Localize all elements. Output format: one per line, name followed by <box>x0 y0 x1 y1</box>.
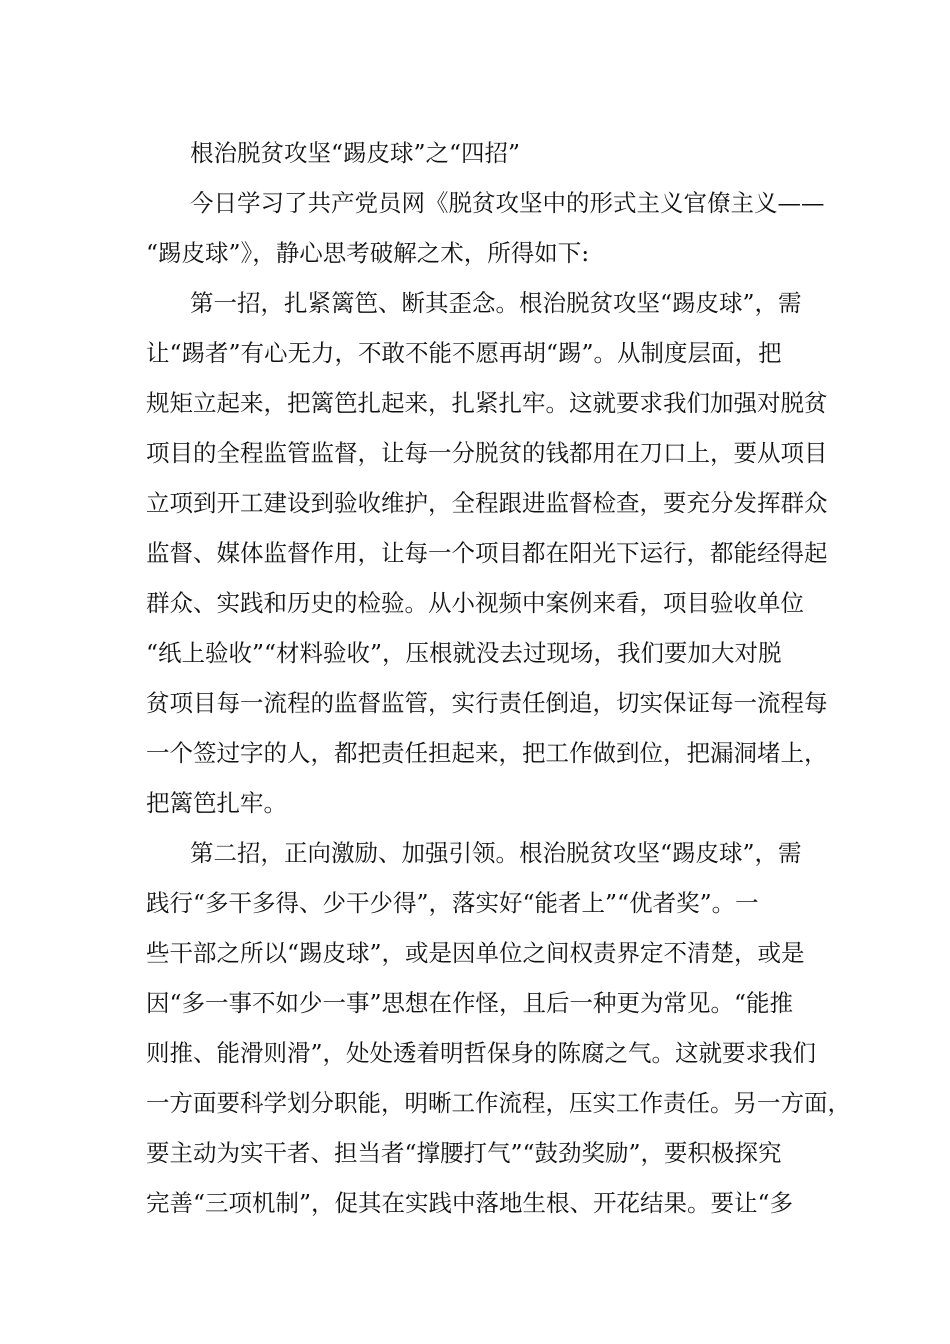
paragraph-line: 贫项目每一流程的监督监管，实行责任倒追，切实保证每一流程每 <box>146 689 828 717</box>
paragraph-line: 规矩立起来，把篱笆扎起来，扎紧扎牢。这就要求我们加强对脱贫 <box>146 389 828 417</box>
paragraph-line: 完善“三项机制”，促其在实践中落地生根、开花结果。要让“多 <box>146 1189 794 1217</box>
paragraph-line: 立项到开工建设到验收维护，全程跟进监督检查，要充分发挥群众 <box>146 489 828 517</box>
paragraph-line: 践行“多干多得、少干少得”，落实好“能者上”“优者奖”。一 <box>146 889 759 917</box>
paragraph-line: 一方面要科学划分职能，明晰工作流程，压实工作责任。另一方面， <box>146 1089 851 1117</box>
paragraph-line: 第二招，正向激励、加强引领。根治脱贫攻坚“踢皮球”，需 <box>190 839 802 867</box>
paragraph-line: 第一招，扎紧篱笆、断其歪念。根治脱贫攻坚“踢皮球”，需 <box>190 289 802 317</box>
paragraph-line: 因“多一事不如少一事”思想在作怪，且后一种更为常见。“能推 <box>146 989 794 1017</box>
paragraph-line: “纸上验收”“材料验收”，压根就没去过现场，我们要加大对脱 <box>146 639 782 667</box>
paragraph-line: 让“踢者”有心无力，不敢不能不愿再胡“踢”。从制度层面，把 <box>146 339 782 367</box>
paragraph-line: 些干部之所以“踢皮球”，或是因单位之间权责界定不清楚，或是 <box>146 939 805 967</box>
paragraph-line: 把篱笆扎牢。 <box>146 789 287 817</box>
paragraph-line: 今日学习了共产党员网《脱贫攻坚中的形式主义官僚主义—— <box>190 189 825 217</box>
paragraph-line: “踢皮球”》，静心思考破解之术，所得如下: <box>146 239 590 267</box>
paragraph-line: 要主动为实干者、担当者“撑腰打气”“鼓劲奖励”，要积极探究 <box>146 1139 782 1167</box>
document-title: 根治脱贫攻坚“踢皮球”之“四招” <box>190 139 521 167</box>
paragraph-line: 监督、媒体监督作用，让每一个项目都在阳光下运行，都能经得起 <box>146 539 828 567</box>
paragraph-line: 群众、实践和历史的检验。从小视频中案例来看，项目验收单位 <box>146 589 804 617</box>
paragraph-line: 项目的全程监管监督，让每一分脱贫的钱都用在刀口上，要从项目 <box>146 439 828 467</box>
paragraph-line: 一个签过字的人，都把责任担起来，把工作做到位，把漏洞堵上， <box>146 739 828 767</box>
paragraph-line: 则推、能滑则滑”，处处透着明哲保身的陈腐之气。这就要求我们 <box>146 1039 817 1067</box>
